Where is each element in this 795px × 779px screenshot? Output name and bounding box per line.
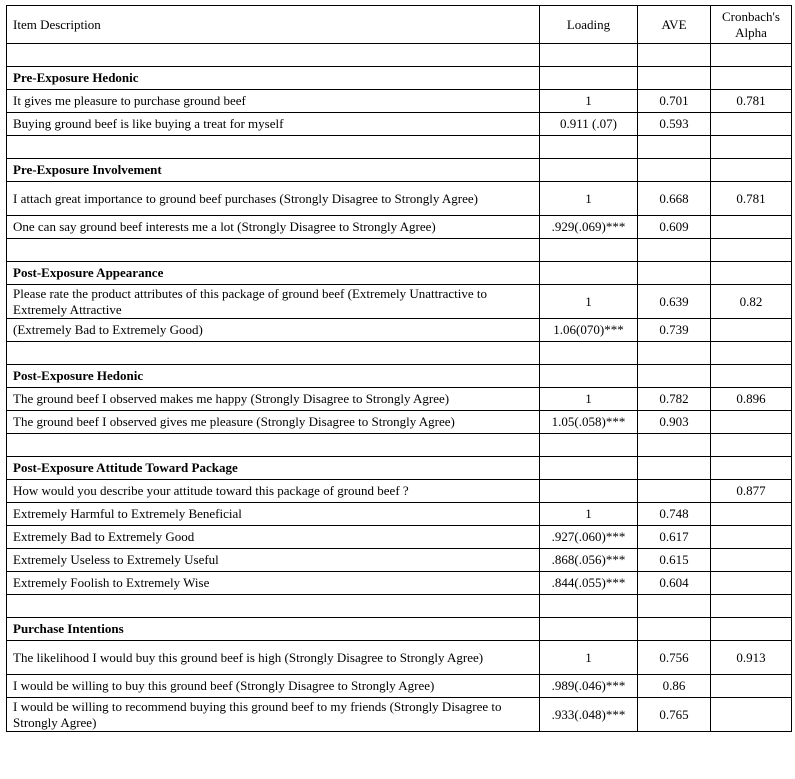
alpha-cell (711, 503, 792, 526)
item-cell: I would be willing to recommend buying this ground beef to my friends (Strongly Disagree to Strongly Agree) (7, 698, 540, 732)
item-cell: (Extremely Bad to Extremely Good) (7, 319, 540, 342)
section-row (7, 618, 792, 641)
table-row (7, 319, 792, 342)
alpha-cell (711, 549, 792, 572)
ave-cell: 0.765 (638, 698, 711, 732)
table-body (7, 44, 792, 732)
ave-cell: 0.615 (638, 549, 711, 572)
header-alpha-line2: Alpha (735, 24, 767, 40)
loading-cell: 0.911 (.07) (540, 113, 638, 136)
ave-cell: 0.639 (638, 285, 711, 319)
loading-cell: 1 (540, 182, 638, 216)
section-row (7, 67, 792, 90)
section-title: Pre-Exposure Involvement (7, 159, 540, 182)
table-row (7, 572, 792, 595)
loading-cell: .844(.055)*** (540, 572, 638, 595)
ave-cell: 0.739 (638, 319, 711, 342)
alpha-cell (711, 113, 792, 136)
alpha-cell (711, 675, 792, 698)
loading-cell: .929(.069)*** (540, 216, 638, 239)
loading-cell: 1 (540, 90, 638, 113)
alpha-cell: 0.877 (711, 480, 792, 503)
item-cell: Extremely Harmful to Extremely Beneficial (7, 503, 540, 526)
item-cell: The likelihood I would buy this ground beef is high (Strongly Disagree to Strongly Agree) (7, 641, 540, 675)
alpha-cell (711, 319, 792, 342)
item-cell: Extremely Useless to Extremely Useful (7, 549, 540, 572)
loading-cell: 1 (540, 285, 638, 319)
table-row (7, 549, 792, 572)
loading-cell: 1 (540, 388, 638, 411)
item-cell: Extremely Bad to Extremely Good (7, 526, 540, 549)
item-cell: How would you describe your attitude toward this package of ground beef ? (7, 480, 540, 503)
ave-cell: 0.86 (638, 675, 711, 698)
section-title: Post-Exposure Attitude Toward Package (7, 457, 540, 480)
table-row (7, 285, 792, 319)
item-cell: Please rate the product attributes of this package of ground beef (Extremely Unattractive to Extremely Attractive (7, 285, 540, 319)
table-row (7, 216, 792, 239)
ave-cell: 0.604 (638, 572, 711, 595)
table-row (7, 526, 792, 549)
item-cell: The ground beef I observed gives me pleasure (Strongly Disagree to Strongly Agree) (7, 411, 540, 434)
loading-cell: 1 (540, 503, 638, 526)
loading-cell: .927(.060)*** (540, 526, 638, 549)
spacer-row (7, 136, 792, 159)
header-cronbach-alpha (711, 6, 792, 44)
ave-cell (638, 480, 711, 503)
header-loading: Loading (540, 6, 638, 44)
ave-cell: 0.756 (638, 641, 711, 675)
section-title: Post-Exposure Appearance (7, 262, 540, 285)
table-row (7, 641, 792, 675)
loading-cell: 1.05(.058)*** (540, 411, 638, 434)
alpha-cell (711, 572, 792, 595)
loading-cell: .868(.056)*** (540, 549, 638, 572)
alpha-cell (711, 698, 792, 732)
section-row (7, 457, 792, 480)
table-row (7, 113, 792, 136)
header-item-description: Item Description (7, 6, 540, 44)
section-title: Pre-Exposure Hedonic (7, 67, 540, 90)
section-title: Post-Exposure Hedonic (7, 365, 540, 388)
item-cell: I would be willing to buy this ground beef (Strongly Disagree to Strongly Agree) (7, 675, 540, 698)
table-row (7, 388, 792, 411)
loading-cell: .989(.046)*** (540, 675, 638, 698)
header-row (7, 6, 792, 44)
table-row (7, 675, 792, 698)
ave-cell: 0.903 (638, 411, 711, 434)
section-title: Purchase Intentions (7, 618, 540, 641)
table-row (7, 503, 792, 526)
alpha-cell: 0.896 (711, 388, 792, 411)
loading-cell: 1.06(070)*** (540, 319, 638, 342)
alpha-cell (711, 411, 792, 434)
ave-cell: 0.748 (638, 503, 711, 526)
spacer-row (7, 595, 792, 618)
ave-cell: 0.609 (638, 216, 711, 239)
loading-cell: 1 (540, 641, 638, 675)
table-row (7, 480, 792, 503)
loading-cell: .933(.048)*** (540, 698, 638, 732)
table-row (7, 182, 792, 216)
item-cell: Extremely Foolish to Extremely Wise (7, 572, 540, 595)
ave-cell: 0.593 (638, 113, 711, 136)
ave-cell: 0.701 (638, 90, 711, 113)
item-cell: Buying ground beef is like buying a treat for myself (7, 113, 540, 136)
item-cell: One can say ground beef interests me a lot (Strongly Disagree to Strongly Agree) (7, 216, 540, 239)
alpha-cell: 0.781 (711, 90, 792, 113)
alpha-cell: 0.82 (711, 285, 792, 319)
alpha-cell: 0.913 (711, 641, 792, 675)
item-cell: The ground beef I observed makes me happy (Strongly Disagree to Strongly Agree) (7, 388, 540, 411)
spacer-row (7, 434, 792, 457)
table-row (7, 90, 792, 113)
spacer-row (7, 44, 792, 67)
section-row (7, 365, 792, 388)
spacer-row (7, 239, 792, 262)
table-row (7, 411, 792, 434)
section-row (7, 262, 792, 285)
item-cell: I attach great importance to ground beef purchases (Strongly Disagree to Strongly Agree) (7, 182, 540, 216)
ave-cell: 0.617 (638, 526, 711, 549)
ave-cell: 0.782 (638, 388, 711, 411)
item-cell: It gives me pleasure to purchase ground beef (7, 90, 540, 113)
header-ave: AVE (638, 6, 711, 44)
spacer-row (7, 342, 792, 365)
alpha-cell (711, 526, 792, 549)
alpha-cell (711, 216, 792, 239)
table-row (7, 698, 792, 732)
loading-cell (540, 480, 638, 503)
section-row (7, 159, 792, 182)
results-table (6, 5, 792, 732)
ave-cell: 0.668 (638, 182, 711, 216)
header-alpha-line1: Cronbach's (722, 8, 780, 24)
alpha-cell: 0.781 (711, 182, 792, 216)
